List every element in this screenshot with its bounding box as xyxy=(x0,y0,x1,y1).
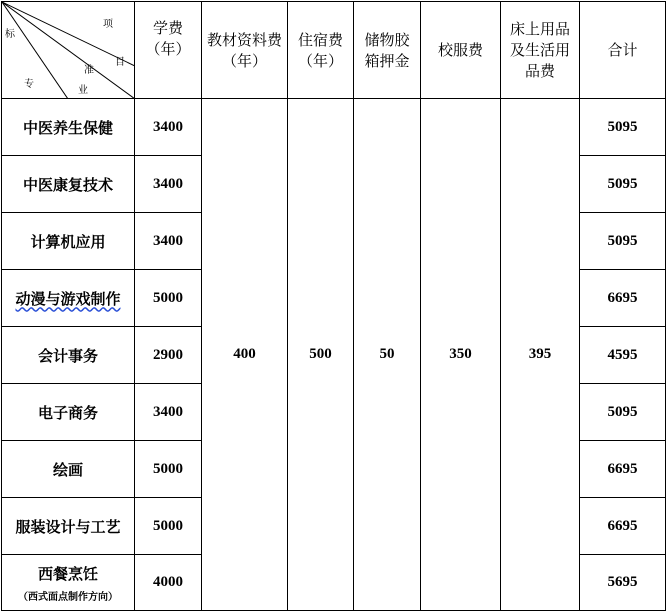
total-cell: 5095 xyxy=(580,156,666,213)
locker-cell: 50 xyxy=(354,99,421,611)
corner-char: 标 xyxy=(5,29,15,40)
major-cell: 绘画 xyxy=(2,441,135,498)
tuition-cell: 3400 xyxy=(135,384,202,441)
header-tuition xyxy=(135,2,202,99)
major-cell xyxy=(2,555,135,611)
header-total xyxy=(580,2,666,99)
header-uniform xyxy=(421,2,501,99)
header-line: 学费 xyxy=(152,19,183,37)
major-cell xyxy=(2,270,135,327)
total-cell: 4595 xyxy=(580,327,666,384)
total-cell: 5095 xyxy=(580,99,666,156)
header-line: 教材资料费 xyxy=(206,31,282,49)
major-cell: 服装设计与工艺 xyxy=(2,498,135,555)
header-line: 品费 xyxy=(524,62,555,80)
bedding-cell: 395 xyxy=(501,99,580,611)
tuition-cell: 4000 xyxy=(135,555,202,611)
header-bedding xyxy=(501,2,580,99)
header-row xyxy=(2,2,666,99)
major-cell: 中医康复技术 xyxy=(2,156,135,213)
corner-header-cell xyxy=(2,2,135,99)
corner-char: 目 xyxy=(115,57,125,68)
header-locker xyxy=(354,2,421,99)
corner-char: 业 xyxy=(78,85,88,96)
major-sublabel: （西式面点制作方向） xyxy=(18,591,118,603)
header-line: （年） xyxy=(297,52,343,70)
total-cell: 5095 xyxy=(580,213,666,270)
corner-char: 项 xyxy=(103,19,113,30)
major-label: 西餐烹饪 xyxy=(37,564,98,583)
major-cell: 会计事务 xyxy=(2,327,135,384)
header-materials xyxy=(202,2,288,99)
tuition-cell: 3400 xyxy=(135,213,202,270)
corner-char: 专 xyxy=(24,79,34,90)
header-line: （年） xyxy=(145,40,191,58)
header-line: 储物胶 xyxy=(364,31,410,49)
total-cell: 5695 xyxy=(580,555,666,611)
major-cell: 电子商务 xyxy=(2,384,135,441)
header-line: 校服费 xyxy=(437,40,483,59)
header-line: （年） xyxy=(221,52,267,70)
fee-table xyxy=(1,1,666,611)
corner-diagonal-lines xyxy=(2,2,135,99)
corner-char: 准 xyxy=(84,65,94,76)
header-line: 合计 xyxy=(607,40,638,59)
table-row xyxy=(2,99,666,156)
total-cell: 6695 xyxy=(580,498,666,555)
header-lodging xyxy=(288,2,354,99)
tuition-cell: 5000 xyxy=(135,498,202,555)
header-line: 箱押金 xyxy=(364,52,410,70)
major-cell: 计算机应用 xyxy=(2,213,135,270)
total-cell: 5095 xyxy=(580,384,666,441)
tuition-cell: 3400 xyxy=(135,156,202,213)
tuition-cell: 5000 xyxy=(135,270,202,327)
major-cell: 中医养生保健 xyxy=(2,99,135,156)
tuition-cell: 3400 xyxy=(135,99,202,156)
header-line: 及生活用 xyxy=(509,41,570,59)
tuition-cell: 5000 xyxy=(135,441,202,498)
lodging-cell: 500 xyxy=(288,99,354,611)
tuition-cell: 2900 xyxy=(135,327,202,384)
total-cell: 6695 xyxy=(580,441,666,498)
uniform-cell: 350 xyxy=(421,99,501,611)
total-cell: 6695 xyxy=(580,270,666,327)
header-line: 住宿费 xyxy=(297,31,343,49)
materials-cell: 400 xyxy=(202,99,288,611)
major-label: 动漫与游戏制作 xyxy=(15,289,121,308)
header-line: 床上用品 xyxy=(509,20,570,38)
